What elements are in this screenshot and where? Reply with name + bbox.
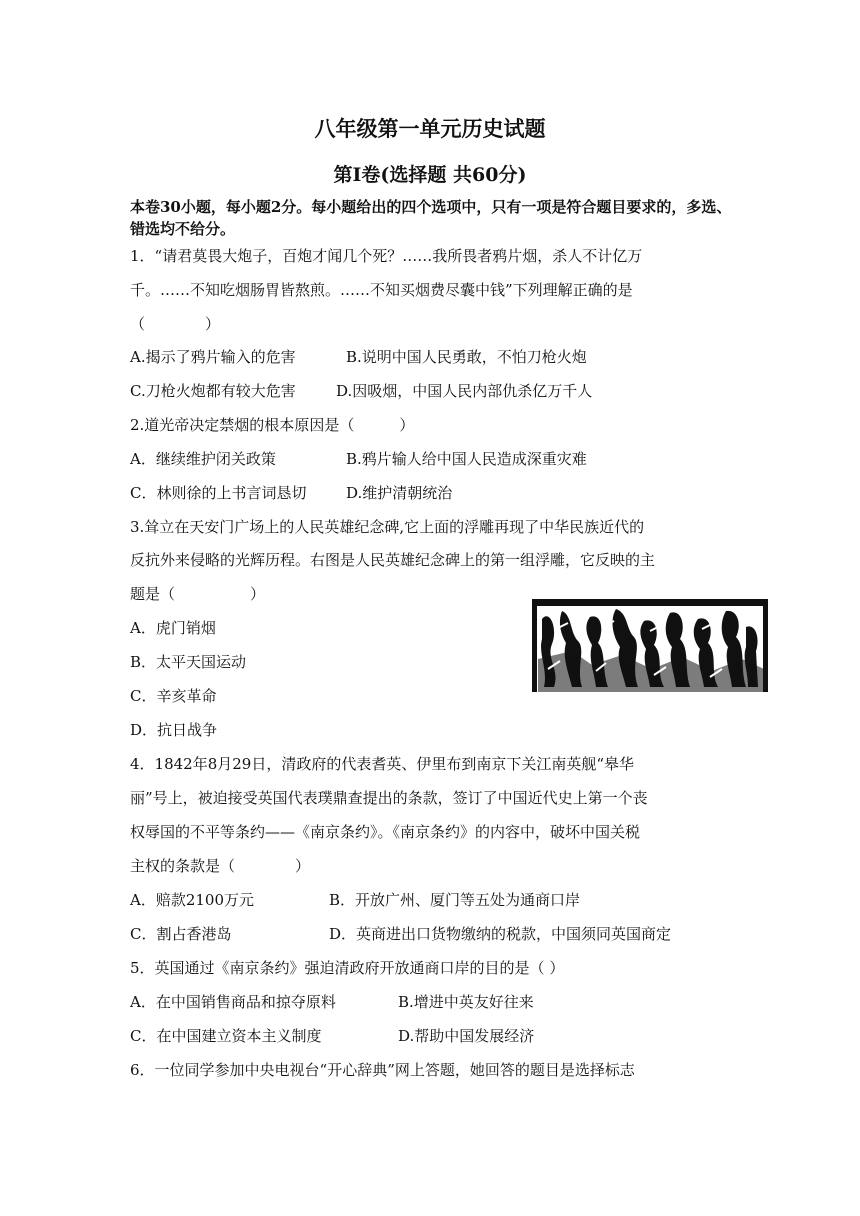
question-3-option-d: D．抗日战争 [130, 721, 218, 739]
question-5-option-b: B.增进中英友好往来 [398, 993, 534, 1011]
question-3-line-1: 3.耸立在天安门广场上的人民英雄纪念碑,它上面的浮雕再现了中华民族近代的 [130, 518, 645, 536]
exam-title: 八年级第一单元历史试题 [314, 116, 546, 141]
question-3-option-a: A．虎门销烟 [130, 619, 216, 637]
question-6-line-1: 6．一位同学参加中央电视台“开心辞典”网上答题，她回答的题目是选择标志 [130, 1061, 635, 1079]
question-4-line-2: 丽”号上，被迫接受英国代表璞鼎查提出的条款，签订了中国近代史上第一个丧 [130, 789, 648, 807]
section-title: 第Ⅰ卷(选择题 共60分) [333, 164, 527, 186]
question-4-line-4: 主权的条款是（ ） [130, 857, 311, 875]
question-1-line-3: （ ） [130, 315, 221, 333]
question-5-line-1: 5．英国通过《南京条约》强迫清政府开放通商口岸的目的是（ ） [130, 959, 565, 977]
question-3-line-3: 题是（ ） [130, 585, 266, 603]
question-2-option-d: D.维护清朝统治 [346, 484, 453, 502]
question-4-option-d: D．英商进出口货物缴纳的税款，中国须同英国商定 [329, 925, 672, 943]
question-4-option-a: A．赔款2100万元 [130, 891, 255, 909]
question-3-line-2: 反抗外来侵略的光辉历程。右图是人民英雄纪念碑上的第一组浮雕，它反映的主 [130, 551, 656, 569]
question-2-option-c: C．林则徐的上书言词恳切 [130, 484, 307, 502]
question-3-option-b: B．太平天国运动 [130, 653, 247, 671]
question-2-option-a: A．继续维护闭关政策 [130, 450, 276, 468]
question-1-option-b: B.说明中国人民勇敢，不怕刀枪火炮 [346, 348, 587, 366]
question-2-option-b: B.鸦片输人给中国人民造成深重灾难 [346, 450, 587, 468]
question-4-option-c: C．割占香港岛 [130, 925, 232, 943]
question-4-line-3: 权辱国的不平等条约——《南京条约》。《南京条约》的内容中，破坏中国关税 [130, 823, 641, 841]
question-1-line-1: 1．“请君莫畏大炮子，百炮才闻几个死？……我所畏者鸦片烟，杀人不计亿万 [130, 247, 643, 265]
question-1-option-c: C.刀枪火炮都有较大危害 [130, 382, 296, 400]
question-4-option-b: B．开放广州、厦门等五处为通商口岸 [329, 891, 581, 909]
question-3-option-c: C．辛亥革命 [130, 687, 217, 705]
question-4-line-1: 4．1842年8月29日，清政府的代表耆英、伊里布到南京下关江南英舰“皋华 [130, 755, 635, 773]
question-2-line-1: 2.道光帝决定禁烟的根本原因是（ ） [130, 416, 415, 434]
question-5-option-d: D.帮助中国发展经济 [398, 1027, 535, 1045]
monument-relief-image [532, 599, 768, 692]
question-1-option-d: D.因吸烟，中国人民内部仇杀亿万千人 [336, 382, 593, 400]
question-5-option-c: C．在中国建立资本主义制度 [130, 1027, 322, 1045]
instructions: 本卷30小题，每小题2分。每小题给出的四个选项中，只有一项是符合题目要求的，多选、错选均不给分。 [130, 198, 732, 238]
question-5-option-a: A．在中国销售商品和掠夺原料 [130, 993, 336, 1011]
question-1-line-2: 千。……不知吃烟肠胃皆熬煎。……不知买烟费尽囊中钱”下列理解正确的是 [130, 281, 633, 299]
question-1-option-a: A.揭示了鸦片输入的危害 [130, 348, 296, 366]
